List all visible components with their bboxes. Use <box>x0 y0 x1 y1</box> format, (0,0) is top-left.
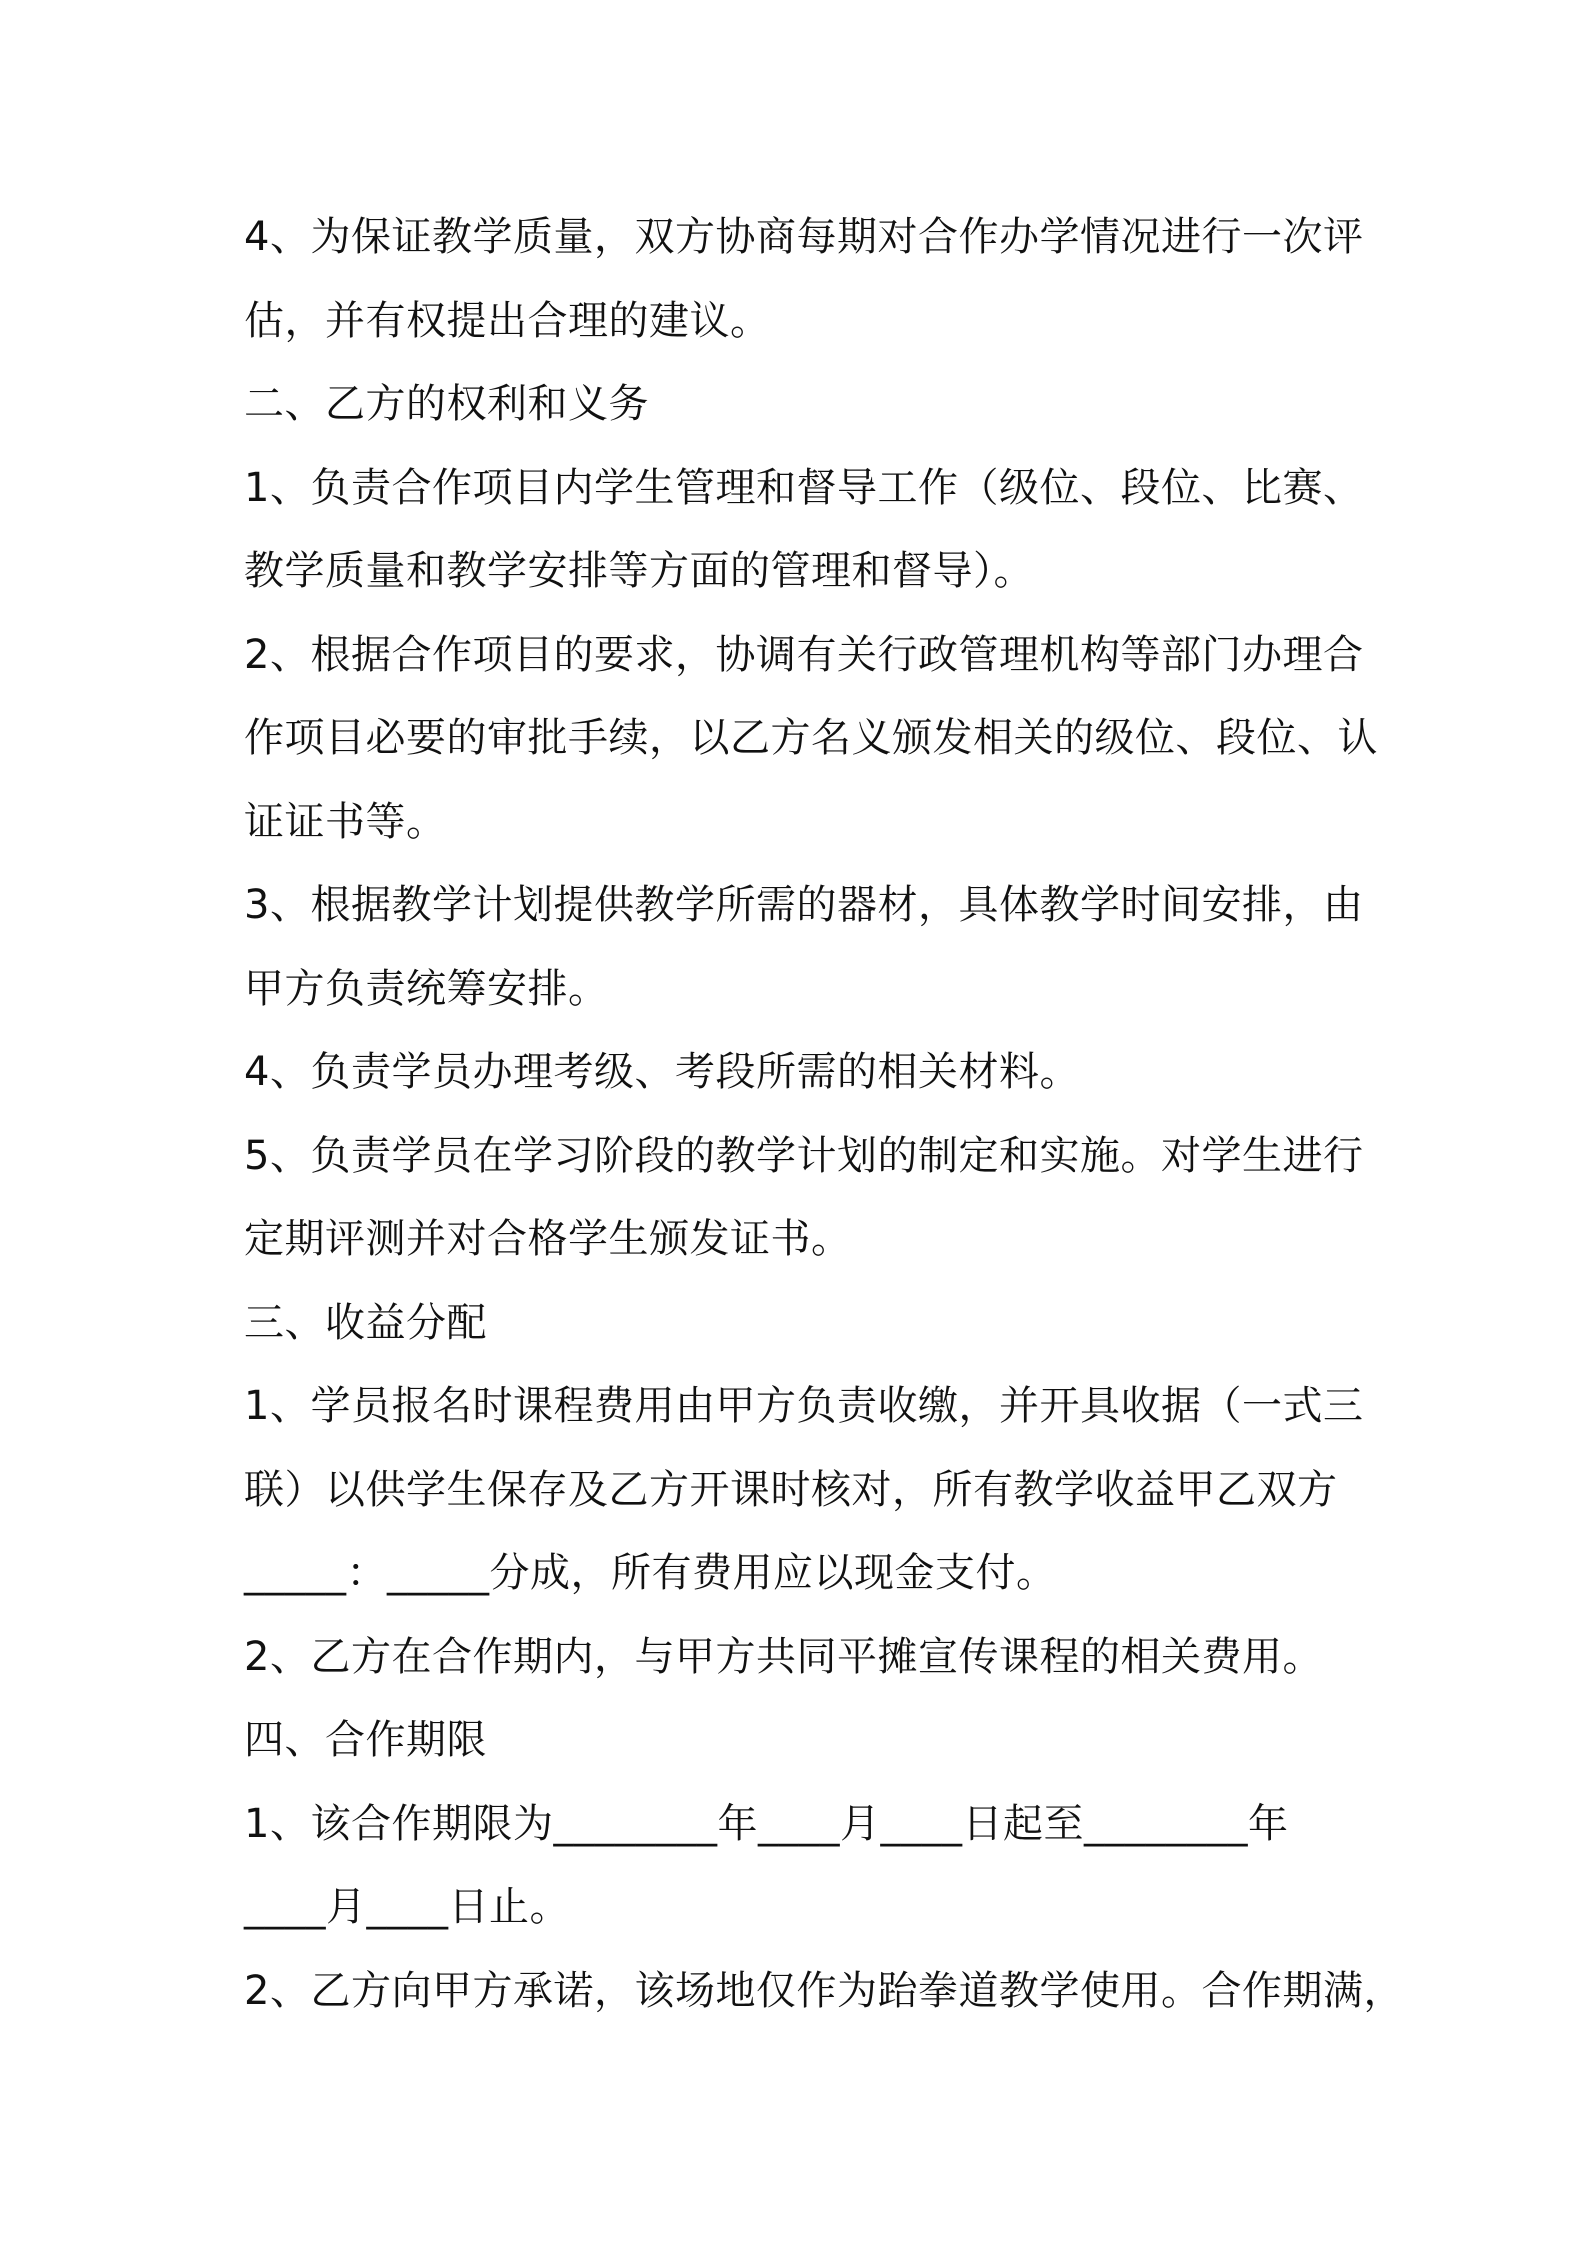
text-line: _____：_____分成，所有费用应以现金支付。 <box>244 1550 1057 1596</box>
section-heading: 三、收益分配 <box>244 1299 487 1346</box>
text-line: ____月____日止。 <box>244 1884 570 1930</box>
text-line: 2、乙方向甲方承诺，该场地仅作为跆拳道教学使用。合作期满， <box>244 1967 1404 2014</box>
text-line: 定期评测并对合格学生颁发证书。 <box>244 1216 852 1262</box>
text-line: 4、为保证教学质量，双方协商每期对合作办学情况进行一次评 <box>244 214 1364 260</box>
text-line: 联）以供学生保存及乙方开课时核对，所有教学收益甲乙双方 <box>244 1466 1338 1513</box>
section-heading: 四、合作期限 <box>244 1717 487 1763</box>
text-line: 3、根据教学计划提供教学所需的器材，具体教学时间安排，由 <box>244 882 1364 928</box>
text-line: 2、根据合作项目的要求，协调有关行政管理机构等部门办理合 <box>244 631 1364 678</box>
text-line: 作项目必要的审批手续，以乙方名义颁发相关的级位、段位、认 <box>244 715 1378 761</box>
text-line: 1、负责合作项目内学生管理和督导工作（级位、段位、比赛、 <box>244 464 1364 511</box>
text-line: 1、该合作期限为________年____月____日起至________年 <box>244 1800 1289 1847</box>
text-line: 2、乙方在合作期内，与甲方共同平摊宣传课程的相关费用。 <box>244 1633 1323 1680</box>
section-heading: 二、乙方的权利和义务 <box>244 381 649 427</box>
text-line: 1、学员报名时课程费用由甲方负责收缴，并开具收据（一式三 <box>244 1383 1364 1429</box>
text-line: 估，并有权提出合理的建议。 <box>244 297 771 344</box>
text-line: 证证书等。 <box>244 798 447 845</box>
text-line: 甲方负责统筹安排。 <box>244 965 609 1012</box>
document-body <box>244 196 1404 2033</box>
text-line: 4、负责学员办理考级、考段所需的相关材料。 <box>244 1049 1080 1095</box>
text-line: 教学质量和教学安排等方面的管理和督导）。 <box>244 548 1034 594</box>
text-line: 5、负责学员在学习阶段的教学计划的制定和实施。对学生进行 <box>244 1132 1364 1179</box>
